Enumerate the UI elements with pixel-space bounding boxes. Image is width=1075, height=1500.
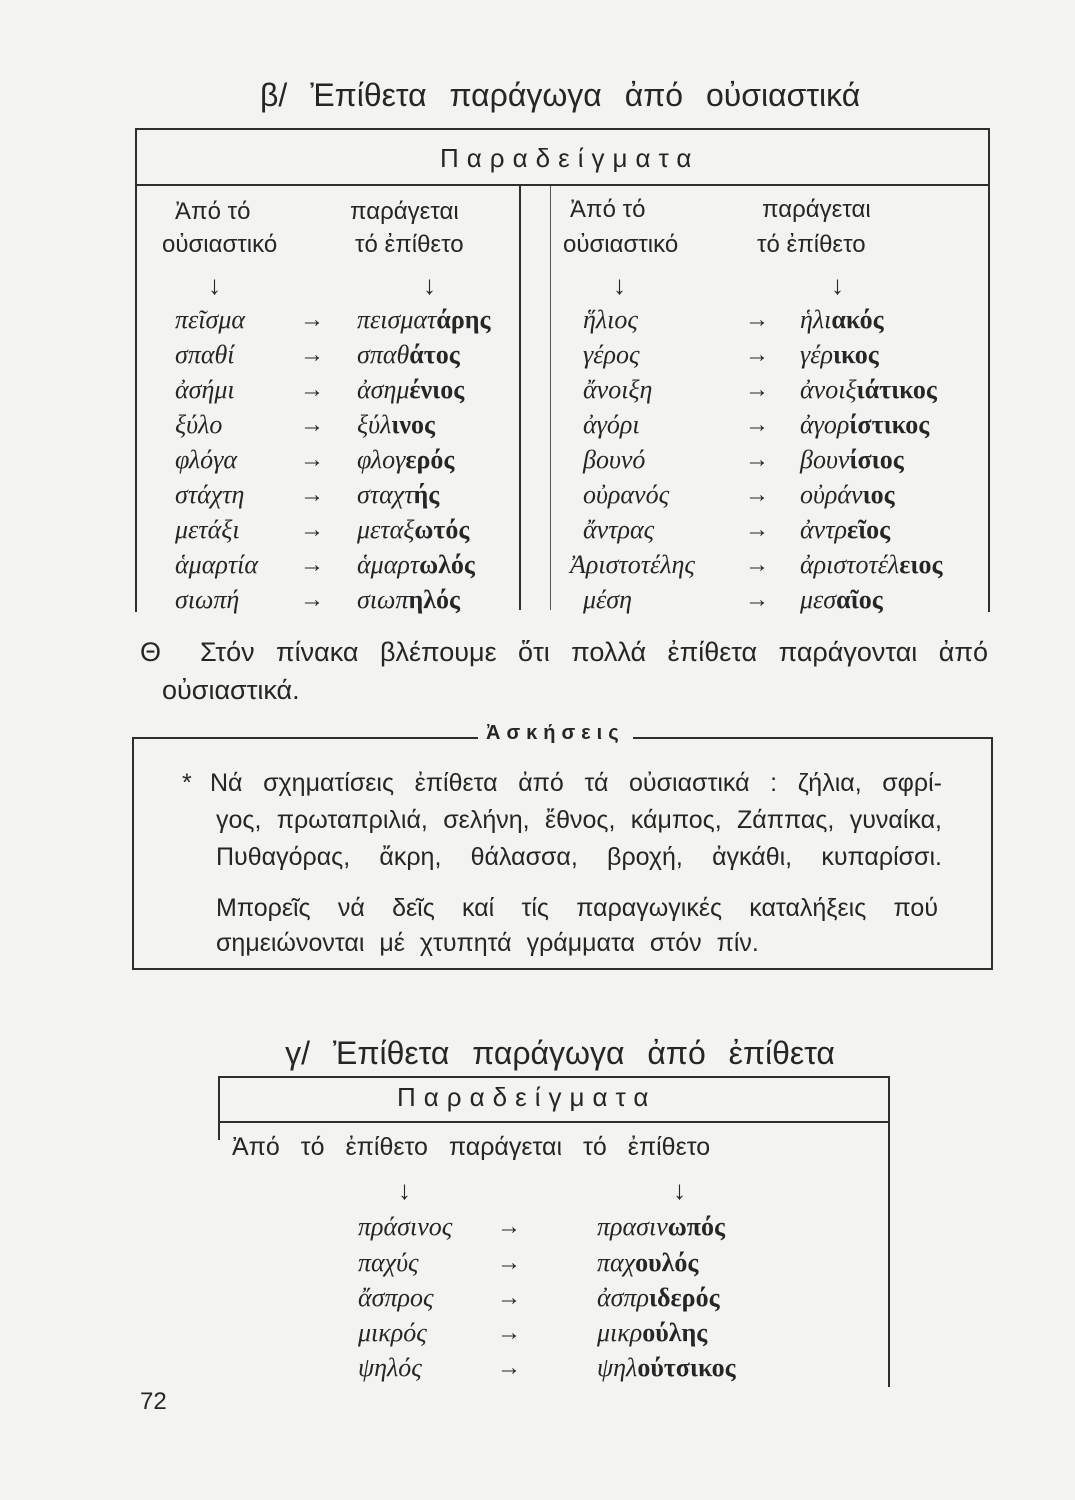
noun-word: μετάξι bbox=[175, 515, 240, 544]
arrow-right-icon: → bbox=[300, 551, 324, 578]
adjective-suffix: εῖος bbox=[846, 515, 891, 544]
adjective-suffix: ωτός bbox=[414, 515, 470, 544]
adjective-stem: σταχτ bbox=[357, 480, 414, 509]
adjective-suffix: ούτσικος bbox=[637, 1353, 736, 1382]
arrow-right-icon: → bbox=[745, 516, 769, 543]
adjective-word bbox=[800, 339, 879, 371]
table-header-divider bbox=[135, 184, 990, 186]
adjective-stem: παχ bbox=[597, 1248, 636, 1277]
adjective-stem: ξύλ bbox=[357, 410, 392, 439]
exercise-line: Πυθαγόρας, ἄκρη, θάλασσα, βροχή, ἀγκάθι, κυπαρίσσι. bbox=[216, 843, 942, 871]
noun-word: οὐρανός bbox=[583, 480, 670, 509]
table-left-border bbox=[218, 1076, 220, 1140]
adjective-suffix: ειος bbox=[899, 550, 943, 579]
adjective-word bbox=[357, 304, 491, 336]
arrow-down-icon: ↓ bbox=[673, 1175, 686, 1205]
arrow-right-icon: → bbox=[300, 446, 324, 473]
adjective-word bbox=[357, 339, 460, 371]
arrow-right-icon: → bbox=[745, 306, 769, 333]
noun-word: σπαθί bbox=[175, 340, 235, 369]
arrow-right-icon: → bbox=[745, 551, 769, 578]
arrow-down-icon: ↓ bbox=[423, 270, 436, 300]
table-row bbox=[0, 1247, 1075, 1279]
adjective-suffix: ουλός bbox=[635, 1248, 699, 1277]
adjective-word bbox=[357, 374, 464, 406]
arrow-right-icon: → bbox=[497, 1354, 521, 1381]
adjective-suffix: ιάτικος bbox=[856, 375, 937, 404]
adjective-stem: ἀνοιξ bbox=[800, 375, 857, 404]
exercise-bullet: * bbox=[182, 769, 192, 797]
arrow-right-icon: → bbox=[300, 586, 324, 613]
adjective-suffix: ωλός bbox=[419, 550, 475, 579]
table-header-divider bbox=[218, 1121, 890, 1123]
adjective-stem: ἀντρ bbox=[800, 515, 847, 544]
table-row bbox=[0, 1317, 1075, 1349]
adjective-word bbox=[597, 1282, 720, 1314]
adjective-word bbox=[597, 1352, 736, 1384]
noun-word: ἀσήμι bbox=[175, 375, 235, 404]
note-line-1: Στόν πίνακα βλέπουμε ὅτι πολλά ἐπίθετα παράγονται ἀπό bbox=[200, 637, 988, 667]
section-c-title: γ/ Ἐπίθετα παράγωγα ἀπό ἐπίθετα bbox=[285, 1035, 835, 1071]
arrow-right-icon: → bbox=[745, 481, 769, 508]
adjective-stem: ἀσημ bbox=[357, 375, 410, 404]
column-header-from-2: οὐσιαστικό bbox=[563, 231, 679, 258]
adjective-word bbox=[357, 409, 435, 441]
adjective-suffix: ιος bbox=[862, 480, 895, 509]
table-row bbox=[0, 1352, 1075, 1384]
noun-word: ξύλο bbox=[175, 410, 223, 439]
adjective-word bbox=[597, 1211, 725, 1243]
adjective-stem: οὐράν bbox=[800, 480, 863, 509]
exercises-title: Ἀσκήσεις bbox=[478, 719, 633, 747]
column-header-from-2: οὐσιαστικό bbox=[162, 231, 278, 258]
arrow-right-icon: → bbox=[745, 376, 769, 403]
adjective-suffix: ένιος bbox=[409, 375, 465, 404]
table-row bbox=[0, 304, 1075, 336]
adjective-stem: φλογ bbox=[357, 445, 406, 474]
adjective-suffix: ιδερός bbox=[648, 1283, 720, 1312]
base-adjective: ἄσπρος bbox=[358, 1283, 434, 1312]
base-adjective: ψηλός bbox=[358, 1353, 422, 1382]
adjective-word bbox=[597, 1317, 707, 1349]
noun-word: ἄντρας bbox=[583, 515, 655, 544]
adjective-suffix: ακός bbox=[831, 305, 884, 334]
arrow-down-icon: ↓ bbox=[398, 1175, 411, 1205]
exercise-line: Νά σχηματίσεις ἐπίθετα ἀπό τά οὐσιαστικά : ζήλια, σφρί- bbox=[210, 769, 942, 797]
adjective-stem: μικρ bbox=[597, 1318, 643, 1347]
adjective-stem: γέρ bbox=[800, 340, 833, 369]
arrow-right-icon: → bbox=[300, 411, 324, 438]
adjective-suffix: ωπός bbox=[667, 1212, 725, 1241]
base-adjective: παχύς bbox=[358, 1248, 419, 1277]
adjective-suffix: ηλός bbox=[408, 585, 460, 614]
adjective-stem: ἁμαρτ bbox=[357, 550, 420, 579]
arrow-right-icon: → bbox=[497, 1213, 521, 1240]
examples-header: Παραδείγματα bbox=[397, 1082, 657, 1112]
table-row bbox=[0, 514, 1075, 546]
page-number: 72 bbox=[140, 1388, 167, 1415]
adjective-suffix: άτος bbox=[409, 340, 460, 369]
arrow-right-icon: → bbox=[300, 306, 324, 333]
arrow-right-icon: → bbox=[497, 1319, 521, 1346]
noun-word: στάχτη bbox=[175, 480, 245, 509]
adjective-stem: πεισματ bbox=[357, 305, 437, 334]
noun-word: γέρος bbox=[583, 340, 640, 369]
adjective-stem: σπαθ bbox=[357, 340, 410, 369]
noun-word: ἥλιος bbox=[583, 305, 638, 334]
adjective-stem: μεσ bbox=[800, 585, 837, 614]
noun-word: πεῖσμα bbox=[175, 305, 246, 334]
noun-word: ἄνοιξη bbox=[583, 375, 653, 404]
adjective-word bbox=[800, 304, 884, 336]
adjective-word bbox=[800, 584, 883, 616]
adjective-stem: πρασιν bbox=[597, 1212, 668, 1241]
noun-word: μέση bbox=[583, 585, 633, 614]
table-row bbox=[0, 549, 1075, 581]
note-marker: Θ bbox=[140, 637, 162, 667]
adjective-suffix: ής bbox=[413, 480, 440, 509]
adjective-stem: ἡλι bbox=[800, 305, 832, 334]
adjective-word bbox=[800, 374, 937, 406]
adjective-suffix: ούλης bbox=[642, 1318, 708, 1347]
adjective-word bbox=[357, 514, 469, 546]
base-adjective: πράσινος bbox=[358, 1212, 453, 1241]
arrow-right-icon: → bbox=[300, 376, 324, 403]
adjective-suffix: άρης bbox=[436, 305, 491, 334]
adjective-word bbox=[357, 479, 439, 511]
adjective-stem: ἀγορ bbox=[800, 410, 850, 439]
noun-word: βουνό bbox=[583, 445, 646, 474]
base-adjective: μικρός bbox=[358, 1318, 427, 1347]
table-row bbox=[0, 409, 1075, 441]
table-row bbox=[0, 1211, 1075, 1243]
adjective-suffix: ινος bbox=[391, 410, 435, 439]
exercise-line: Μπορεῖς νά δεῖς καί τίς παραγωγικές καταλήξεις πού bbox=[216, 894, 938, 922]
adjective-stem: ψηλ bbox=[597, 1353, 638, 1382]
table-row bbox=[0, 339, 1075, 371]
column-subheader: Ἀπό τό ἐπίθετο παράγεται τό ἐπίθετο bbox=[232, 1133, 711, 1161]
arrow-down-icon: ↓ bbox=[831, 270, 844, 300]
table-row bbox=[0, 584, 1075, 616]
exercise-line: σημειώνονται μέ χτυπητά γράμματα στόν πίν. bbox=[216, 929, 759, 957]
arrow-right-icon: → bbox=[300, 516, 324, 543]
adjective-stem: ἀσπρ bbox=[597, 1283, 649, 1312]
adjective-stem: ἀριστοτέλ bbox=[800, 550, 900, 579]
arrow-right-icon: → bbox=[497, 1284, 521, 1311]
examples-header: Παραδείγματα bbox=[440, 143, 700, 173]
table-row bbox=[0, 479, 1075, 511]
adjective-word bbox=[800, 444, 904, 476]
noun-word: φλόγα bbox=[175, 445, 237, 474]
table-row bbox=[0, 444, 1075, 476]
arrow-down-icon: ↓ bbox=[208, 270, 221, 300]
adjective-suffix: αῖος bbox=[836, 585, 883, 614]
adjective-stem: μεταξ bbox=[357, 515, 415, 544]
arrow-right-icon: → bbox=[745, 341, 769, 368]
adjective-stem: βουν bbox=[800, 445, 850, 474]
column-header-to-2: τό ἐπίθετο bbox=[757, 231, 866, 258]
adjective-word bbox=[800, 514, 890, 546]
arrow-right-icon: → bbox=[497, 1249, 521, 1276]
noun-word: ἁμαρτία bbox=[175, 550, 259, 579]
arrow-down-icon: ↓ bbox=[613, 270, 626, 300]
arrow-right-icon: → bbox=[300, 481, 324, 508]
adjective-word bbox=[357, 549, 475, 581]
table-row bbox=[0, 374, 1075, 406]
column-header-from: Ἀπό τό bbox=[570, 196, 646, 223]
noun-word: Ἀριστοτέλης bbox=[570, 550, 695, 579]
adjective-word bbox=[597, 1247, 698, 1279]
column-header-from: Ἀπό τό bbox=[175, 198, 251, 225]
adjective-word bbox=[800, 549, 942, 581]
arrow-right-icon: → bbox=[300, 341, 324, 368]
column-header-to: παράγεται bbox=[350, 198, 459, 225]
adjective-suffix: ικος bbox=[832, 340, 879, 369]
adjective-word bbox=[357, 584, 460, 616]
adjective-suffix: ερός bbox=[405, 445, 455, 474]
section-b-title: β/ Ἐπίθετα παράγωγα ἀπό οὐσιαστικά bbox=[260, 77, 861, 113]
adjective-word bbox=[357, 444, 454, 476]
arrow-right-icon: → bbox=[745, 411, 769, 438]
noun-word: ἀγόρι bbox=[583, 410, 640, 439]
arrow-right-icon: → bbox=[745, 446, 769, 473]
note-line-2: οὐσιαστικά. bbox=[162, 675, 300, 705]
table-row bbox=[0, 1282, 1075, 1314]
arrow-right-icon: → bbox=[745, 586, 769, 613]
adjective-suffix: ίσιος bbox=[849, 445, 904, 474]
column-header-to-2: τό ἐπίθετο bbox=[355, 231, 464, 258]
exercise-line: γος, πρωταπριλιά, σελήνη, ἔθνος, κάμπος, Ζάππας, γυναίκα, bbox=[216, 806, 942, 834]
adjective-suffix: ίστικος bbox=[849, 410, 930, 439]
adjective-word bbox=[800, 479, 895, 511]
column-header-to: παράγεται bbox=[762, 196, 871, 223]
noun-word: σιωπή bbox=[175, 585, 240, 614]
adjective-word bbox=[800, 409, 929, 441]
adjective-stem: σιωπ bbox=[357, 585, 409, 614]
